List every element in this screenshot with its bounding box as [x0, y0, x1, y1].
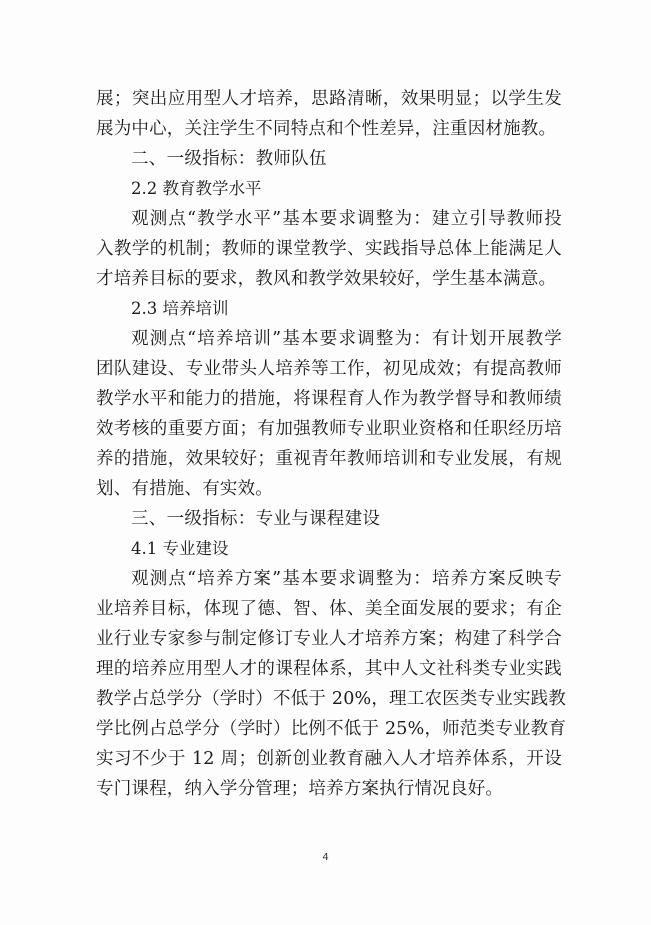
text-line: 养的措施，效果较好；重视青年教师培训和专业发展，有规	[96, 449, 562, 469]
text-line: 教学水平和能力的措施，将课程育人作为教学督导和教师绩	[96, 389, 562, 409]
text-line: 业行业专家参与制定修订专业人才培养方案；构建了科学合	[96, 629, 562, 649]
text-line: 团队建设、专业带头人培养等工作，初见成效；有提高教师	[96, 359, 562, 379]
text-line: 观测点“教学水平”基本要求调整为：建立引导教师投	[131, 209, 562, 229]
text-line: 学比例占总学分（学时）比例不低于 25%，师范类专业教育	[96, 719, 567, 739]
paragraph-continued	[96, 84, 562, 144]
subsection-title-major-construction: 4.1 专业建设	[131, 539, 229, 558]
text-line: 专门课程，纳入学分管理；培养方案执行情况良好。	[96, 779, 504, 799]
paragraph-teaching-level	[96, 204, 562, 294]
text-line: 入教学的机制；教师的课堂教学、实践指导总体上能满足人	[96, 239, 562, 259]
text-line: 实习不少于 12 周；创新创业教育融入人才培养体系，开设	[96, 749, 562, 769]
document-body	[96, 84, 567, 804]
page-number: 4	[322, 852, 329, 863]
subsection-title-teaching-level: 2.2 教育教学水平	[131, 179, 262, 198]
section-heading-teachers: 二、一级指标：教师队伍	[131, 149, 327, 169]
text-line: 理的培养应用型人才的课程体系，其中人文社科类专业实践	[96, 659, 562, 679]
text-line: 效考核的重要方面；有加强教师专业职业资格和任职经历培	[96, 419, 562, 439]
text-line: 划、有措施、有实效。	[96, 479, 273, 499]
text-line: 业培养目标，体现了德、智、体、美全面发展的要求；有企	[96, 599, 562, 619]
text-line: 观测点“培养方案”基本要求调整为：培养方案反映专	[131, 569, 562, 589]
paragraph-training-plan	[96, 564, 567, 804]
section-heading-majors-courses: 三、一级指标：专业与课程建设	[131, 509, 381, 529]
text-line: 观测点“培养培训”基本要求调整为：有计划开展教学	[131, 329, 562, 349]
text-line: 教学占总学分（学时）不低于 20%，理工农医类专业实践教	[96, 689, 567, 709]
text-line: 展；突出应用型人才培养，思路清晰，效果明显；以学生发	[96, 89, 562, 109]
paragraph-training	[96, 324, 562, 504]
subsection-title-training: 2.3 培养培训	[131, 299, 229, 318]
text-line: 展为中心，关注学生不同特点和个性差异，注重因材施教。	[96, 119, 557, 139]
text-line: 才培养目标的要求，教风和教学效果较好，学生基本满意。	[96, 269, 557, 289]
